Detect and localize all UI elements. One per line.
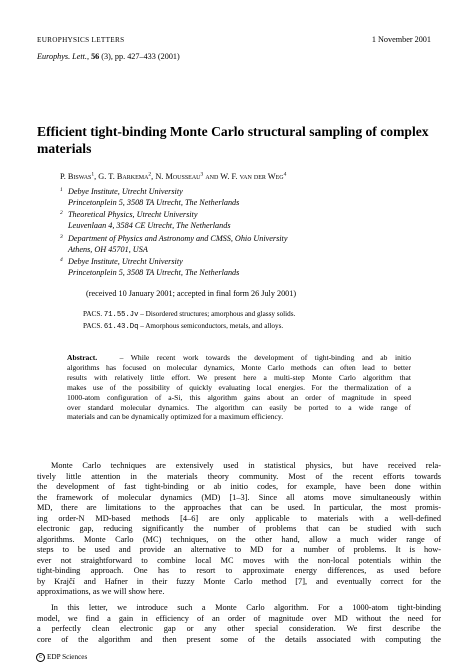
affiliation-line: 4 Debye Institute, Utrecht University	[60, 257, 183, 267]
body-line: tight-binding approach. One has to resort to approximate energy differences, as used before	[37, 566, 441, 575]
author-4-mark: 4	[283, 171, 287, 178]
abstract-line: algorithms has focused on molecular dynamics, Monte Carlo methods can often lead to better	[67, 362, 411, 372]
affiliation-line: Leuvenlaan 4, 3584 CE Utrecht, The Netherlands	[68, 221, 231, 231]
affiliation-line: 1 Debye Institute, Utrecht University	[60, 187, 183, 196]
body-paragraph-2	[37, 603, 441, 645]
body-line: the framework of molecular dynamics (MD) [1–3]. Since all atoms move simultaneously within	[37, 492, 441, 502]
body-line: by Krajčí and Hafner in their fuzzy Monte Carlo method [7], and eventually correct for the	[37, 576, 441, 586]
body-line: Monte Carlo techniques are extensively used in statistical physics, but have received rela-	[51, 461, 441, 470]
author-list	[60, 172, 286, 181]
copyright-icon: c	[36, 653, 45, 662]
author-3-mark: 3	[200, 171, 204, 178]
author-1-mark: 1	[91, 171, 95, 178]
body-line: algorithms. Monte Carlo (MC) techniques, on the other hand, allow a much wider range of	[37, 534, 441, 544]
abstract-line: makes use of the possibility of quickly evaluating local energies. For the thermalization of a	[67, 382, 411, 392]
affiliation-line: Athens, OH 45701, USA	[68, 244, 148, 254]
abstract	[67, 353, 411, 422]
body-line: ever not straightforward to combine local MC moves with the non-local potentials within the	[37, 555, 441, 565]
abstract-line: materials and can be dynamically optimized for a maximum efficiency.	[67, 412, 284, 422]
citation: Europhys. Lett., 56 (3), pp. 427–433 (2001)	[37, 52, 180, 61]
body-line: model, we find a gain in efficiency of an order of magnitude over MD without the need for	[37, 613, 441, 623]
body-line: approximations, as we will show here.	[37, 587, 165, 596]
author-3: , N. Mousseau	[151, 172, 201, 181]
citation-rest: (3), pp. 427–433 (2001)	[101, 52, 180, 61]
body-line: electronic gap, reducing significantly the number of problems that can be studied with such	[37, 524, 441, 533]
abstract-line: Abstract. – While recent work towards the development of tight-binding and ab initio	[67, 353, 411, 362]
body-line: core of the algorithm and then present some of the details associated with computing the	[37, 634, 441, 644]
pacs-codes	[83, 309, 295, 333]
abstract-line: results with relatively little effort. We present here a multi-step Monte Carlo algorithm that	[67, 372, 411, 382]
issue-date: 1 November 2001	[371, 35, 431, 44]
body-line: ing order-N MD-based methods [4–6] are only applicable to materials with a well-defined	[37, 513, 441, 523]
body-line: tively little attention in the materials theory community. Most of the recent efforts towards	[37, 471, 441, 481]
body-line: the development of fast tight-binding or ab initio codes, for example, have been done within	[37, 482, 441, 491]
body-line: a perfectly clean electronic gap or any other special consideration. We first describe the	[37, 624, 441, 633]
body-line: In this letter, we introduce such a Monte Carlo algorithm. For a 1000-atom tight-binding	[51, 603, 441, 612]
author-1: P. Biswas	[60, 172, 92, 181]
affiliations	[60, 185, 287, 279]
body-line: steps to be used and provide an alternative to MD for a number of problems. It is how-	[37, 545, 441, 554]
journal-name: EUROPHYSICS LETTERS	[37, 36, 125, 44]
abstract-line: over standard molecular dynamics. The algorithm can easily be ported to a wide range of	[67, 402, 411, 412]
publisher-name: EDP Sciences	[47, 653, 88, 662]
citation-journal: Europhys. Lett.	[37, 52, 87, 61]
body-line: MD, there are limitations to the approaches that can be used. In particular, the most promis-	[37, 503, 441, 512]
received-dates: (received 10 January 2001; accepted in final form 26 July 2001)	[86, 289, 297, 298]
body-paragraph-1	[37, 461, 441, 598]
citation-volume: 56	[91, 52, 100, 61]
abstract-heading: Abstract.	[67, 353, 98, 362]
abstract-line: 1000-atom configuration of a-Si, this algorithm gains about an order of magnitude in speed	[67, 392, 411, 402]
publisher-footer	[36, 653, 87, 662]
affiliation-line: 3 Department of Physics and Astronomy and CMSS, Ohio University	[60, 233, 288, 243]
affiliation-line: Princetonplein 5, 3508 TA Utrecht, The Netherlands	[68, 197, 240, 207]
author-2-mark: 2	[148, 171, 152, 178]
pacs-entry: PACS. 61.43.Dq – Amorphous semiconductors, metals, and alloys.	[83, 322, 284, 331]
affiliation-line: 2 Theoretical Physics, Utrecht University	[60, 210, 198, 220]
affiliation-line: Princetonplein 5, 3508 TA Utrecht, The Netherlands	[68, 267, 240, 277]
pacs-entry: PACS. 71.55.Jv – Disordered structures; amorphous and glassy solids.	[83, 310, 296, 319]
paper-title: Efficient tight-binding Monte Carlo structural sampling of complex materials	[37, 124, 429, 156]
author-2: , G. T. Barkema	[94, 172, 149, 181]
author-4: and W. F. van der Weg	[203, 172, 284, 181]
